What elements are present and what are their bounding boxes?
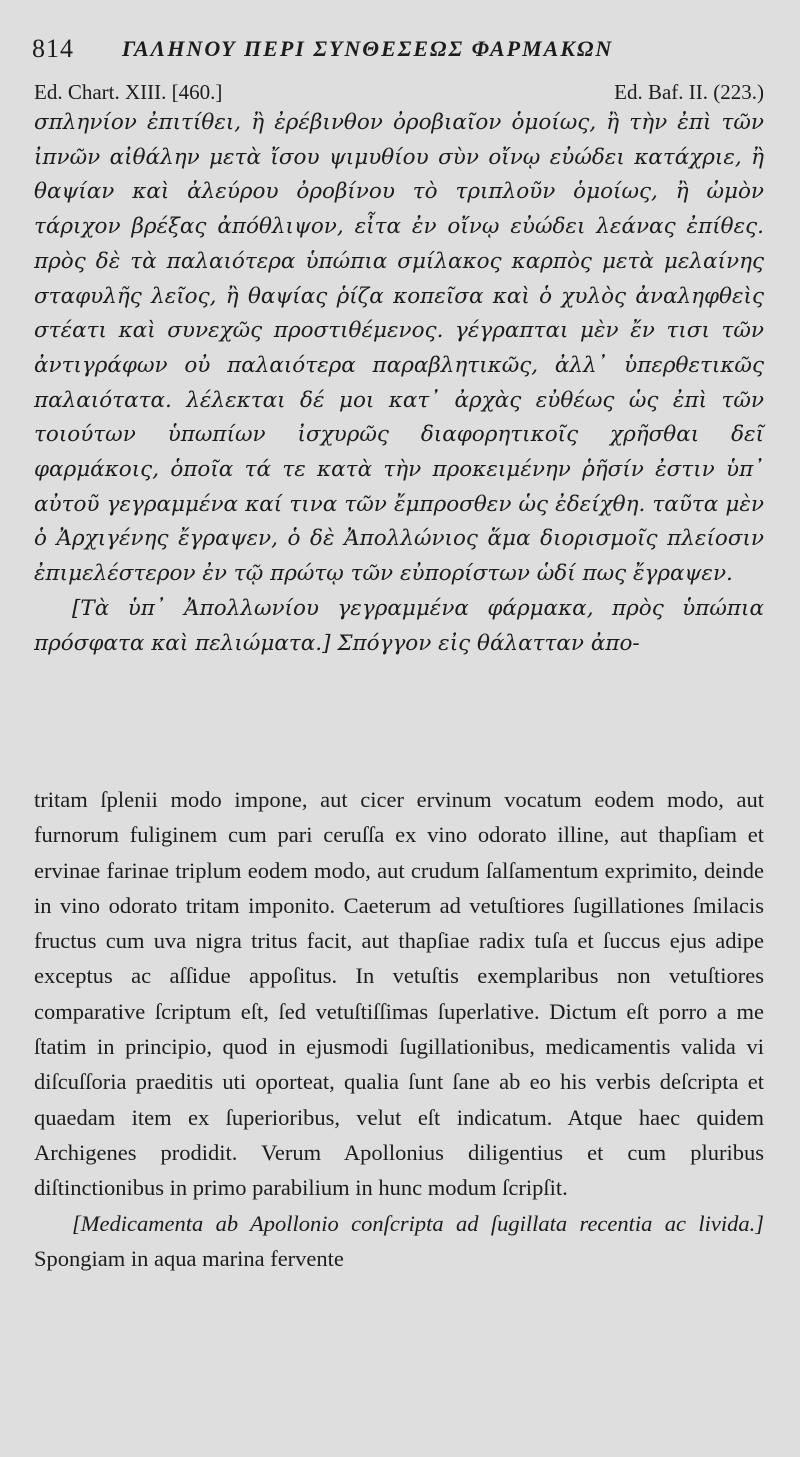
latin-section-heading: [Medicamenta ab Apollonio conſcripta ad ſugillata recentia ac livida.] — [72, 1210, 764, 1236]
latin-recipe-paragraph — [34, 1206, 764, 1277]
edition-basel-reference: Ed. Baf. II. (223.) — [614, 80, 764, 104]
latin-recipe-text: Spongiam in aqua marina fervente — [34, 1245, 344, 1271]
greek-recipe-paragraph — [34, 592, 764, 661]
running-title: ΓΑΛΗΝΟΥ ΠΕΡΙ ΣΥΝΘΕΣΕΩΣ ΦΑΡΜΑΚΩΝ — [122, 36, 614, 61]
greek-paragraph: σπληνίον ἐπιτίθει, ἢ ἐρέβινθον ὀροβιαῖον ὁμοίως, ἢ τὴν ἐπὶ τῶν ἰπνῶν αἰθάλην μετὰ ἴσου ψιμυθίου σὺν οἴνῳ εὐώδει κατάχριε, ἢ θαψίαν καὶ ἀλεύρου ὀροβίνου τὸ τριπλοῦν ὁμοίως, ἢ ὠμὸν τάριχον βρέξας ἀπόθλιψον, εἶτα ἐν οἴνῳ εὐώδει λεάνας ἐπίθες. πρὸς δὲ τὰ παλαιότερα ὑπώπια σμίλακος καρπὸς μετὰ μελαίνης σταφυλῆς λεῖος, ἢ θαψίας ῥίζα κοπεῖσα καὶ ὁ χυλὸς ἀναληφθεὶς στέατι καὶ συνεχῶς προστιθέμενος. γέγραπται μὲν ἔν τισι τῶν ἀντιγράφων οὐ παλαιότερα παραβλητικῶς, ἀλλ᾽ ὑπερθετικῶς παλαιότατα. λέλεκται δέ μοι κατ᾽ ἀρχὰς εὐθέως ὡς ἐπὶ τῶν τοιούτων ὑπωπίων ἰσχυρῶς διαφορητικοῖς χρῆσθαι δεῖ φαρμάκοις, ὁποῖα τά τε κατὰ τὴν προκειμένην ῥῆσίν ἐστιν ὑπ᾽ αὐτοῦ γεγραμμένα καί τινα τῶν ἔμπροσθεν ὡς ἐδείχθη. ταῦτα μὲν ὁ Ἀρχιγένης ἔγραψεν, ὁ δὲ Ἀπολλώνιος ἅμα διορισμοῖς πλείοσιν ἐπιμελέστερον ἐν τῷ πρώτῳ τῶν εὐπορίστων ὡδί πως ἔγραψεν. — [34, 110, 764, 587]
latin-paragraph: tritam ſplenii modo impone, aut cicer ervinum vocatum eodem modo, aut furnorum fuliginem cum pari ceruſſa ex vino odorato illine, aut thapſiam et ervinae farinae triplum eodem modo, aut crudum ſalſamentum exprimito, deinde in vino odorato tritam imponito. Caeterum ad vetuſtiores ſugillationes ſmilacis fructus cum uva nigra tritus facit, aut thapſiae radix tuſa et ſuccus ejus adipe exceptus ac aſſidue appoſitus. In vetuſtis exemplaribus non vetuſtiores comparative ſcriptum eſt, ſed vetuſtiſſimas ſuperlative. Dictum eſt porro a me ſtatim in principio, quod in ejusmodi ſugillationibus, medicamentis valida vi diſcuſſoria praeditis uti oporteat, qualia ſunt ſane ab eo his verbis deſcripta et quaedam item ex ſuperioribus, velut eſt indicatum. Atque haec quidem Archigenes prodidit. Verum Apollonius diligentius et cum pluribus diſtinctionibus in primo parabilium in hunc modum ſcripſit. — [34, 787, 764, 1201]
latin-text-column — [34, 782, 764, 1276]
edition-chart-reference: Ed. Chart. XIII. [460.] — [34, 80, 223, 104]
page-header — [30, 34, 770, 68]
edition-references — [34, 80, 764, 106]
greek-recipe-text: Σπόγγον εἰς θάλατταν ἀπο- — [337, 630, 640, 656]
page-number: 814 — [32, 34, 74, 63]
greek-section-heading: [Τὰ ὑπ᾽ Ἀπολλωνίου γεγραμμένα φάρμακα, πρὸς ὑπώπια πρόσφατα καὶ πελιώματα.] — [34, 595, 764, 656]
greek-text-column — [34, 106, 764, 661]
